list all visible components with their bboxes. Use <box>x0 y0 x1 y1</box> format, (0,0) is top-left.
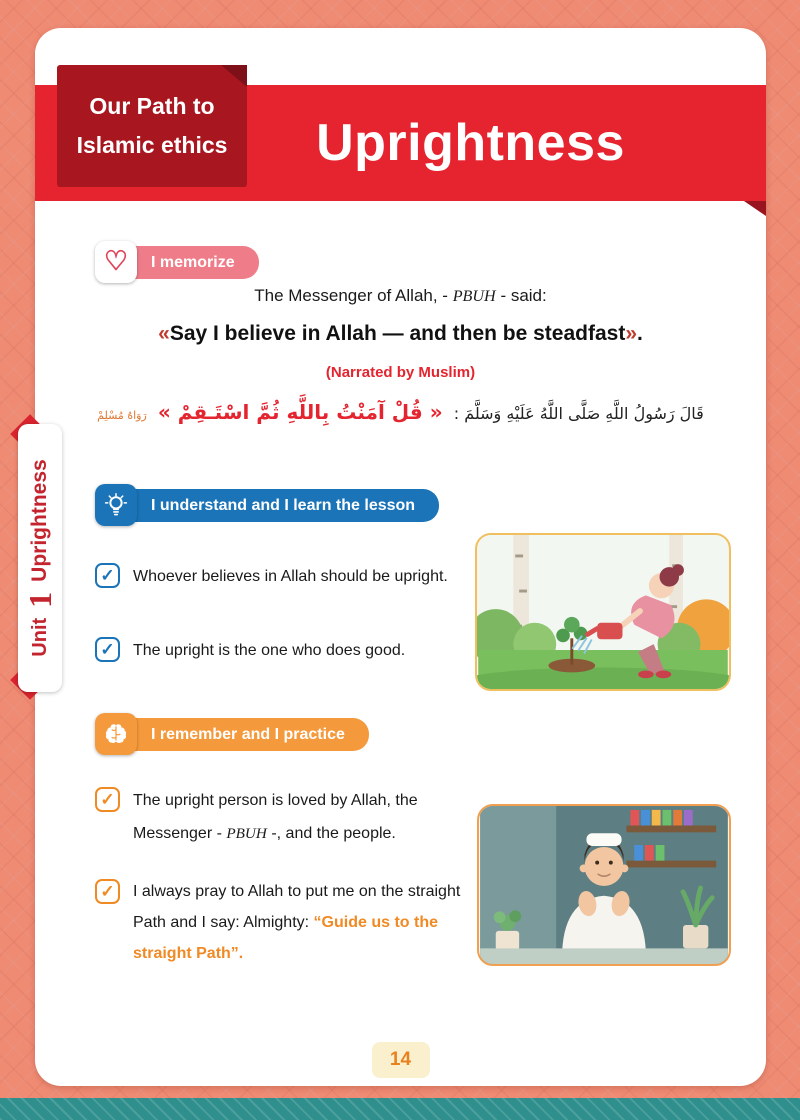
ribbon-text-line1: Our Path to <box>89 93 215 119</box>
hadith-attribution: (Narrated by Muslim) <box>325 364 476 381</box>
practice-item-1 <box>95 784 465 850</box>
practice-badge <box>95 712 369 756</box>
item-text <box>133 784 465 850</box>
memorize-badge-label: I memorize <box>125 246 259 279</box>
hadith-intro <box>35 286 766 306</box>
practice-item1-part2: -, and the people. <box>266 825 396 842</box>
check-glyph: ✓ <box>100 882 115 901</box>
item-text: Whoever believes in Allah should be upright. <box>133 568 448 585</box>
check-glyph: ✓ <box>100 790 115 809</box>
understand-badge-label: I understand and I learn the lesson <box>125 489 439 522</box>
page-card <box>35 28 766 1086</box>
practice-item-2 <box>95 876 465 969</box>
title-banner <box>35 85 766 201</box>
understand-item-2 <box>95 634 478 667</box>
quote-open-mark: « <box>158 322 170 345</box>
unit-number: 1 <box>21 591 58 608</box>
item-text: The upright is the one who does good. <box>133 642 406 659</box>
checkbox-icon <box>95 637 120 662</box>
item-text <box>133 876 465 969</box>
memorize-badge <box>95 240 259 284</box>
hadith-quote <box>35 322 766 346</box>
lesson-title: Uprightness <box>316 114 625 172</box>
lightbulb-icon <box>95 484 137 526</box>
arabic-source: رَوَاهُ مُسْلِمْ <box>97 409 147 422</box>
banner-fold <box>744 201 766 216</box>
hadith-intro-part2: - said: <box>495 286 547 305</box>
pbuh-script: PBUH <box>226 825 267 842</box>
check-glyph: ✓ <box>100 566 115 585</box>
checkbox-icon <box>95 879 120 904</box>
brain-icon <box>95 713 137 755</box>
quote-period: . <box>637 322 643 345</box>
arabic-quote: « قُلْ آمَنْتُ بِاللَّهِ ثُمَّ اسْتَـقِمْ » <box>157 400 443 424</box>
heart-icon <box>95 241 137 283</box>
practice-badge-label: I remember and I practice <box>125 718 369 751</box>
ribbon-fold <box>221 65 247 87</box>
checkbox-icon <box>95 563 120 588</box>
series-ribbon <box>57 65 247 187</box>
understand-item-1 <box>95 560 478 593</box>
unit-tab-text <box>18 424 62 692</box>
quote-close-mark: » <box>625 322 638 345</box>
practice-item2-highlight: “Guide us to the straight Path”. <box>133 914 438 962</box>
practice-item2-part1: I always pray to Allah to put me on the straight Path and I say: Almighty: <box>133 883 461 931</box>
illustration-boy-praying <box>477 804 731 966</box>
understand-badge <box>95 483 439 527</box>
checkbox-icon <box>95 787 120 812</box>
unit-label: Unit <box>28 617 51 657</box>
quote-body: Say I believe in Allah — and then be steadfast <box>169 322 626 345</box>
footer-stripe <box>0 1098 800 1120</box>
pbuh-script: PBUH <box>452 288 496 305</box>
unit-name: Uprightness <box>28 459 51 582</box>
hadith-intro-part1: The Messenger of Allah, - <box>254 286 453 305</box>
heart-glyph: ♡ <box>103 245 129 276</box>
page-number-badge: 14 <box>372 1042 430 1078</box>
illustration-girl-watering <box>475 533 731 691</box>
ribbon-text-line2: Islamic ethics <box>76 132 228 158</box>
practice-item1-part1: The upright person is loved by Allah, the Messenger - <box>133 792 418 842</box>
unit-side-tab <box>18 424 62 692</box>
arabic-narration: قَالَ رَسُولُ اللَّهِ صَلَّى اللَّهُ عَلَيْهِ وَسَلَّمَ : <box>453 404 704 423</box>
hadith-arabic <box>35 400 766 424</box>
check-glyph: ✓ <box>100 640 115 659</box>
